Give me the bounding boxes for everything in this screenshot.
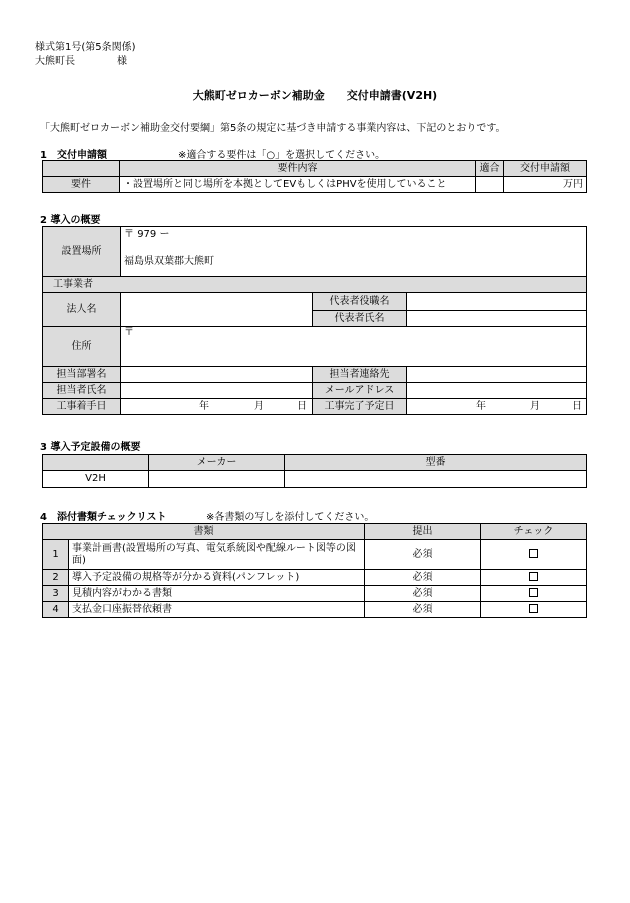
end-day: 日 [572,400,582,412]
requirement-label: 要件 [43,177,120,193]
section4-heading: 4 添付書類チェックリスト [40,512,167,523]
doc-checkbox-cell [481,602,587,618]
requirement-text: ・設置場所と同じ場所を本拠としてEVもしくはPHVを使用していること [120,177,476,193]
section1-note: ※適合する要件は「○」を選択してください。 [178,150,386,161]
col-model: 型番 [285,455,587,471]
doc-number: 1 [43,540,69,570]
doc-required: 必須 [365,586,481,602]
table-row [43,602,587,618]
rep-name-label: 代表者氏名 [313,311,407,327]
table-row [43,570,587,586]
col-check: チェック [481,524,587,540]
col-amount: 交付申請額 [504,161,587,177]
start-month: 月 [254,400,264,412]
col-fit: 適合 [476,161,504,177]
table-row [43,540,587,570]
doc-number: 3 [43,586,69,602]
rep-name-field[interactable] [407,311,587,327]
model-field[interactable] [285,471,587,488]
doc-text: 支払金口座振替依頼書 [69,602,365,618]
rep-title-label: 代表者役職名 [313,293,407,311]
addressee: 大熊町長 [35,56,75,67]
equipment-label: V2H [43,471,149,488]
start-year: 年 [199,400,209,412]
section1-table [42,160,587,193]
doc-checkbox-cell [481,540,587,570]
end-year: 年 [476,400,486,412]
install-place-label: 設置場所 [43,227,121,277]
doc-required: 必須 [365,540,481,570]
section2-heading: 2 導入の概要 [40,215,101,226]
person-field[interactable] [121,383,313,399]
postal-code: 979 ー [137,229,170,240]
dept-field[interactable] [121,367,313,383]
checkbox[interactable] [529,549,538,558]
end-date-field[interactable] [407,399,587,415]
address-field[interactable] [121,327,587,367]
corp-label: 法人名 [43,293,121,327]
doc-required: 必須 [365,602,481,618]
intro-text: 「大熊町ゼロカーボン補助金交付要綱」第5条の規定に基づき申請する事業内容は、下記のとおりです。 [40,123,506,134]
contact-label: 担当者連絡先 [313,367,407,383]
doc-number: 4 [43,602,69,618]
section3-heading: 3 導入予定設備の概要 [40,442,141,453]
email-field[interactable] [407,383,587,399]
section4-table [42,523,587,618]
section1-heading: 1 交付申請額 [40,150,107,161]
doc-number: 2 [43,570,69,586]
checkbox[interactable] [529,588,538,597]
doc-text: 導入予定設備の規格等が分かる資料(パンフレット) [69,570,365,586]
start-day: 日 [297,400,307,412]
start-date-label: 工事着手日 [43,399,121,415]
checkbox[interactable] [529,604,538,613]
doc-checkbox-cell [481,570,587,586]
col-maker: メーカー [149,455,285,471]
end-date-label: 工事完了予定日 [313,399,407,415]
col-docs: 書類 [43,524,365,540]
install-address: 福島県双葉郡大熊町 [124,256,214,267]
doc-checkbox-cell [481,586,587,602]
postal-mark: 〒 [124,229,134,240]
section3-table [42,454,587,488]
col-requirement: 要件内容 [120,161,476,177]
corp-field[interactable] [121,293,313,327]
table-row [43,586,587,602]
contractor-label: 工事業者 [43,277,587,293]
page-title: 大熊町ゼロカーボン補助金 交付申請書(V2H) [192,89,438,102]
dept-label: 担当部署名 [43,367,121,383]
maker-field[interactable] [149,471,285,488]
rep-title-field[interactable] [407,293,587,311]
email-label: メールアドレス [313,383,407,399]
form-number: 様式第1号(第5条関係) [35,42,136,53]
install-place-field[interactable] [121,227,587,277]
doc-text: 事業計画書(設置場所の写真、電気系統図や配線ルート図等の図面) [69,540,365,570]
checkbox[interactable] [529,572,538,581]
doc-required: 必須 [365,570,481,586]
person-label: 担当者氏名 [43,383,121,399]
end-month: 月 [530,400,540,412]
section4-note: ※各書類の写しを添付してください。 [206,512,375,523]
honorific: 様 [117,56,127,67]
doc-text: 見積内容がわかる書類 [69,586,365,602]
start-date-field[interactable] [121,399,313,415]
address-label: 住所 [43,327,121,367]
fit-cell[interactable] [476,177,504,193]
amount-cell[interactable]: 万円 [504,177,587,193]
section2-table [42,226,587,415]
col-submit: 提出 [365,524,481,540]
address-postal-mark: 〒 [124,327,134,338]
contact-field[interactable] [407,367,587,383]
